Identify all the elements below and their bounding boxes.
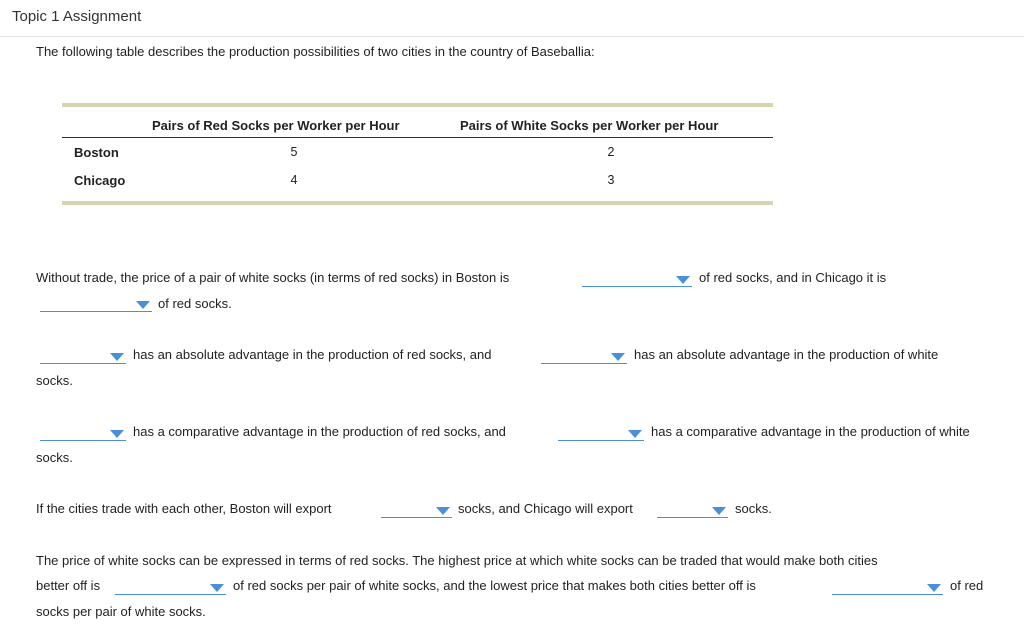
- q3-text-2: has a comparative advantage in the production of white: [651, 424, 970, 439]
- row-white-value: 3: [607, 173, 615, 187]
- q1-text-1: Without trade, the price of a pair of white socks (in terms of red socks) in Boston is: [36, 270, 510, 285]
- chevron-down-icon: [676, 276, 690, 284]
- q4-text-2: socks, and Chicago will export: [458, 501, 633, 516]
- chevron-down-icon: [611, 353, 625, 361]
- chevron-down-icon: [712, 507, 726, 515]
- chevron-down-icon: [210, 584, 224, 592]
- absolute-advantage-red-dropdown[interactable]: [40, 350, 126, 364]
- q1-text-2: of red socks, and in Chicago it is: [699, 270, 887, 285]
- q2-text-3: socks.: [36, 373, 73, 388]
- chevron-down-icon: [136, 301, 150, 309]
- chicago-export-dropdown[interactable]: [657, 504, 728, 518]
- boston-export-dropdown[interactable]: [381, 504, 452, 518]
- row-white-value: 2: [607, 145, 615, 159]
- q5-text-5: socks per pair of white socks.: [36, 604, 206, 619]
- chevron-down-icon: [628, 430, 642, 438]
- table-header-red: Pairs of Red Socks per Worker per Hour: [152, 118, 400, 133]
- intro-text: The following table describes the production possibilities of two cities in the country of Baseballia:: [36, 44, 595, 59]
- page-title: Topic 1 Assignment: [12, 8, 142, 25]
- q2-text-1: has an absolute advantage in the production of red socks, and: [133, 347, 492, 362]
- absolute-advantage-white-dropdown[interactable]: [541, 350, 627, 364]
- chevron-down-icon: [110, 353, 124, 361]
- table-bottom-rule: [62, 201, 773, 205]
- comparative-advantage-red-dropdown[interactable]: [40, 427, 126, 441]
- row-city: Chicago: [74, 173, 126, 188]
- highest-price-dropdown[interactable]: [115, 581, 226, 595]
- q5-text-2: better off is: [36, 578, 101, 593]
- q3-text-3: socks.: [36, 450, 73, 465]
- q5-text-4: of red: [950, 578, 984, 593]
- q4-text-3: socks.: [735, 501, 772, 516]
- table-header-divider: [62, 137, 773, 138]
- q2-text-2: has an absolute advantage in the production of white: [634, 347, 939, 362]
- page-header: [0, 0, 1024, 37]
- chevron-down-icon: [436, 507, 450, 515]
- q3-text-1: has a comparative advantage in the production of red socks, and: [133, 424, 506, 439]
- chevron-down-icon: [927, 584, 941, 592]
- chicago-white-price-dropdown[interactable]: [40, 298, 152, 312]
- q5-text-1: The price of white socks can be expressed in terms of red socks. The highest price at which white socks can be traded that would make both cities: [36, 553, 878, 568]
- table-header-white: Pairs of White Socks per Worker per Hour: [460, 118, 719, 133]
- row-red-value: 5: [290, 145, 298, 159]
- q5-text-3: of red socks per pair of white socks, and the lowest price that makes both cities better off is: [233, 578, 756, 593]
- lowest-price-dropdown[interactable]: [832, 581, 943, 595]
- row-red-value: 4: [290, 173, 298, 187]
- boston-white-price-dropdown[interactable]: [582, 273, 692, 287]
- table-top-rule: [62, 103, 773, 107]
- q4-text-1: If the cities trade with each other, Boston will export: [36, 501, 332, 516]
- chevron-down-icon: [110, 430, 124, 438]
- row-city: Boston: [74, 145, 119, 160]
- q1-text-3: of red socks.: [158, 296, 232, 311]
- comparative-advantage-white-dropdown[interactable]: [558, 427, 644, 441]
